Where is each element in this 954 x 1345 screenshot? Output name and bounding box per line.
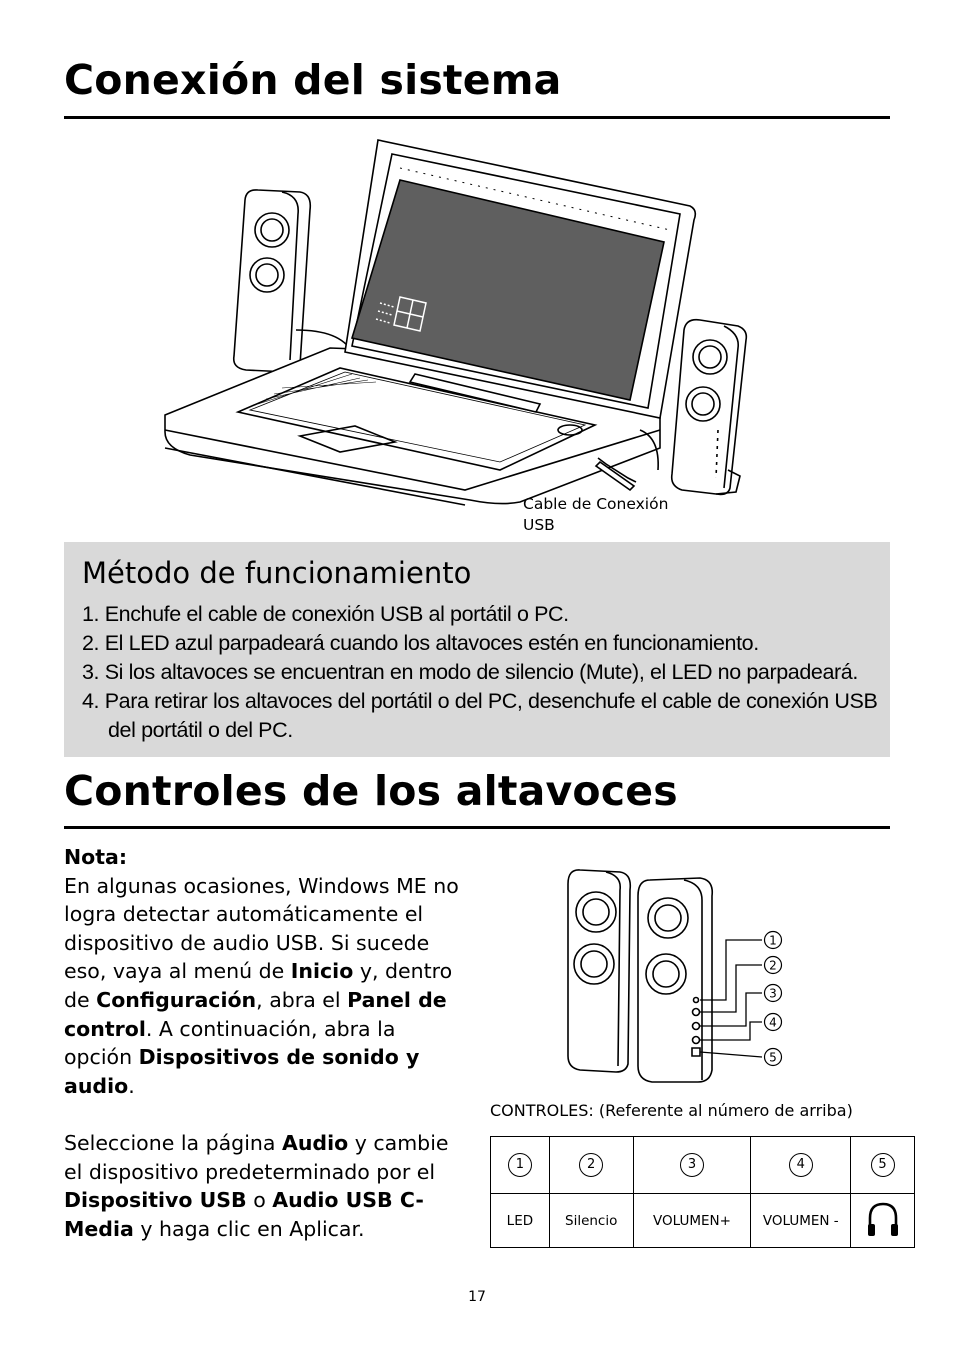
note-bold-inicio: Inicio [290, 959, 354, 984]
title-rule [64, 116, 890, 119]
control-number-1: 1 [508, 1153, 532, 1177]
speaker-right [638, 878, 712, 1082]
note-text: y, dentro de [64, 959, 453, 1012]
note-bold-dispositivo-usb: Dispositivo USB [64, 1188, 247, 1213]
note-text: . A continuación, abra la opción [64, 1016, 396, 1070]
note-text: Seleccione la página [64, 1130, 282, 1155]
callout-1: 1 [769, 933, 777, 948]
controls-number-row [491, 1137, 915, 1194]
note-heading: Nota: [64, 845, 128, 869]
method-step-1: 1. Enchufe el cable de conexión USB al portátil o PC. [82, 602, 569, 626]
note-bold-panel: Panel de control [64, 987, 447, 1041]
method-step-2: 2. El LED azul parpadeará cuando los altavoces estén en funcionamiento. [82, 631, 759, 655]
note-bold-configuracion: Configuración [96, 987, 257, 1012]
control-number-4: 4 [789, 1153, 813, 1177]
note-text: , abra el [256, 987, 348, 1012]
note-text: o [246, 1188, 273, 1213]
left-speaker [234, 190, 356, 372]
controls-cell [851, 1137, 915, 1194]
controls-caption: CONTROLES: (Referente al número de arriba) [490, 1101, 853, 1120]
callout-3: 3 [769, 986, 777, 1001]
note-text: y haga clic en Aplicar. [133, 1216, 365, 1241]
note-text: En algunas ocasiones, Windows ME no logra detectar automáticamente el dispositivo de audio USB. Si sucede eso, vaya al menú de [64, 873, 459, 984]
control-number-2: 2 [579, 1153, 603, 1177]
control-label-volumen-down: VOLUMEN - [751, 1194, 851, 1248]
title-rule-2 [64, 826, 890, 829]
control-number-3: 3 [680, 1153, 704, 1177]
method-steps [82, 600, 892, 745]
cable-label [523, 494, 668, 536]
method-step-4: 4. Para retirar los altavoces del portátil o del PC, desenchufe el cable de conexión USB del portátil o del PC. [82, 689, 878, 742]
speaker-controls-illustration [555, 862, 795, 1086]
headphones-icon [866, 1200, 900, 1238]
cable-label-line1: Cable de Conexión [523, 495, 669, 513]
control-label-volumen-up: VOLUMEN+ [633, 1194, 751, 1248]
speaker-left [568, 870, 630, 1072]
method-step-3: 3. Si los altavoces se encuentran en modo de silencio (Mute), el LED no parpadeará. [82, 660, 858, 684]
controls-cell [549, 1137, 633, 1194]
controls-cell [491, 1137, 550, 1194]
control-label-led: LED [491, 1194, 550, 1248]
cable-label-line2: USB [523, 516, 555, 534]
controls-table [490, 1136, 915, 1248]
note-bold-audio: Audio [281, 1130, 349, 1155]
control-label-silencio: Silencio [549, 1194, 633, 1248]
controls-cell [633, 1137, 751, 1194]
method-box [64, 542, 890, 757]
callout-4: 4 [769, 1015, 777, 1030]
controls-cell [751, 1137, 851, 1194]
method-title: Método de funcionamiento [82, 556, 472, 590]
note-text: . [128, 1073, 135, 1098]
section-title-connection: Conexión del sistema [64, 56, 562, 104]
note-text: y cambie el dispositivo predeterminado por el [64, 1130, 449, 1184]
note-bold-dispositivos: Dispositivos de sonido y audio [64, 1045, 420, 1098]
control-number-5: 5 [871, 1153, 895, 1177]
note-block [64, 843, 464, 1243]
page-number: 17 [468, 1289, 486, 1305]
section-title-controls: Controles de los altavoces [64, 767, 678, 815]
controls-cell [851, 1194, 915, 1248]
callout-2: 2 [769, 958, 777, 973]
note-paragraph-1 [64, 872, 464, 1101]
callout-5: 5 [769, 1050, 777, 1065]
note-bold-audio-usb-cmedia: Audio USB C-Media [64, 1188, 424, 1241]
note-paragraph-2 [64, 1129, 464, 1243]
controls-label-row [491, 1194, 915, 1248]
laptop-speakers-illustration [150, 130, 760, 530]
